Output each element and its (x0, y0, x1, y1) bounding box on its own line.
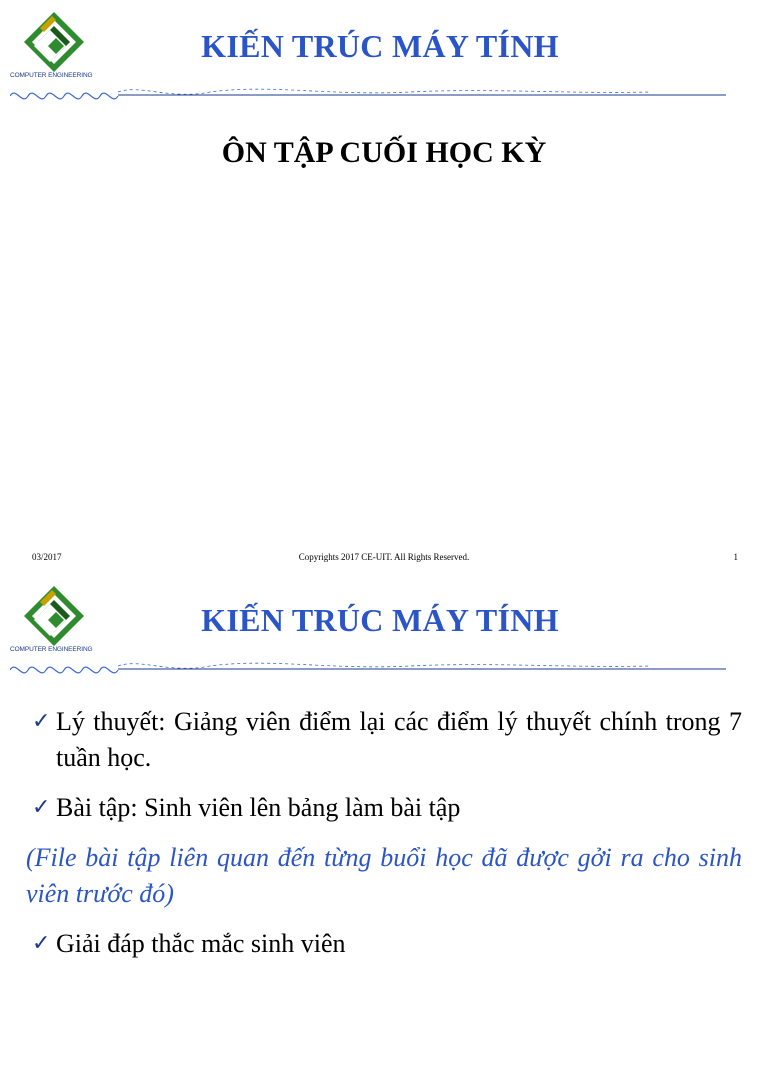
footer-date: 03/2017 (32, 552, 62, 562)
slide-content (26, 704, 742, 976)
logo-caption: COMPUTER ENGINEERING (10, 72, 93, 79)
slide-subtitle: ÔN TẬP CUỐI HỌC KỲ (221, 136, 547, 169)
bullet-text: Bài tập: Sinh viên lên bảng làm bài tập (56, 793, 461, 822)
slide-2 (0, 574, 768, 1086)
bullet-text: Giải đáp thắc mắc sinh viên (56, 929, 346, 958)
checkmark-icon: ✓ (32, 795, 51, 820)
checkmark-icon: ✓ (32, 931, 51, 956)
header-divider (10, 82, 726, 106)
footer-copyright: Copyrights 2017 CE-UIT. All Rights Reserved. (298, 552, 470, 562)
computer-engineering-logo (10, 582, 106, 654)
bullet-text: Lý thuyết: Giảng viên điểm lại các điểm lý thuyết chính trong 7 tuần học. (56, 707, 742, 772)
header-title: KIẾN TRÚC MÁY TÍNH (201, 28, 559, 64)
computer-engineering-logo (10, 8, 106, 80)
exercise-note: (File bài tập liên quan đến từng buổi học đã được gởi ra cho sinh viên trước đó) (26, 843, 742, 908)
bullet-item-theory (32, 704, 742, 776)
bullet-item-qa (32, 926, 742, 962)
checkmark-icon: ✓ (32, 709, 51, 734)
logo-caption: COMPUTER ENGINEERING (10, 646, 93, 653)
footer-page-number: 1 (733, 552, 738, 562)
bullet-item-exercises (32, 790, 742, 826)
header-divider (10, 656, 726, 680)
header-title: KIẾN TRÚC MÁY TÍNH (201, 602, 559, 638)
